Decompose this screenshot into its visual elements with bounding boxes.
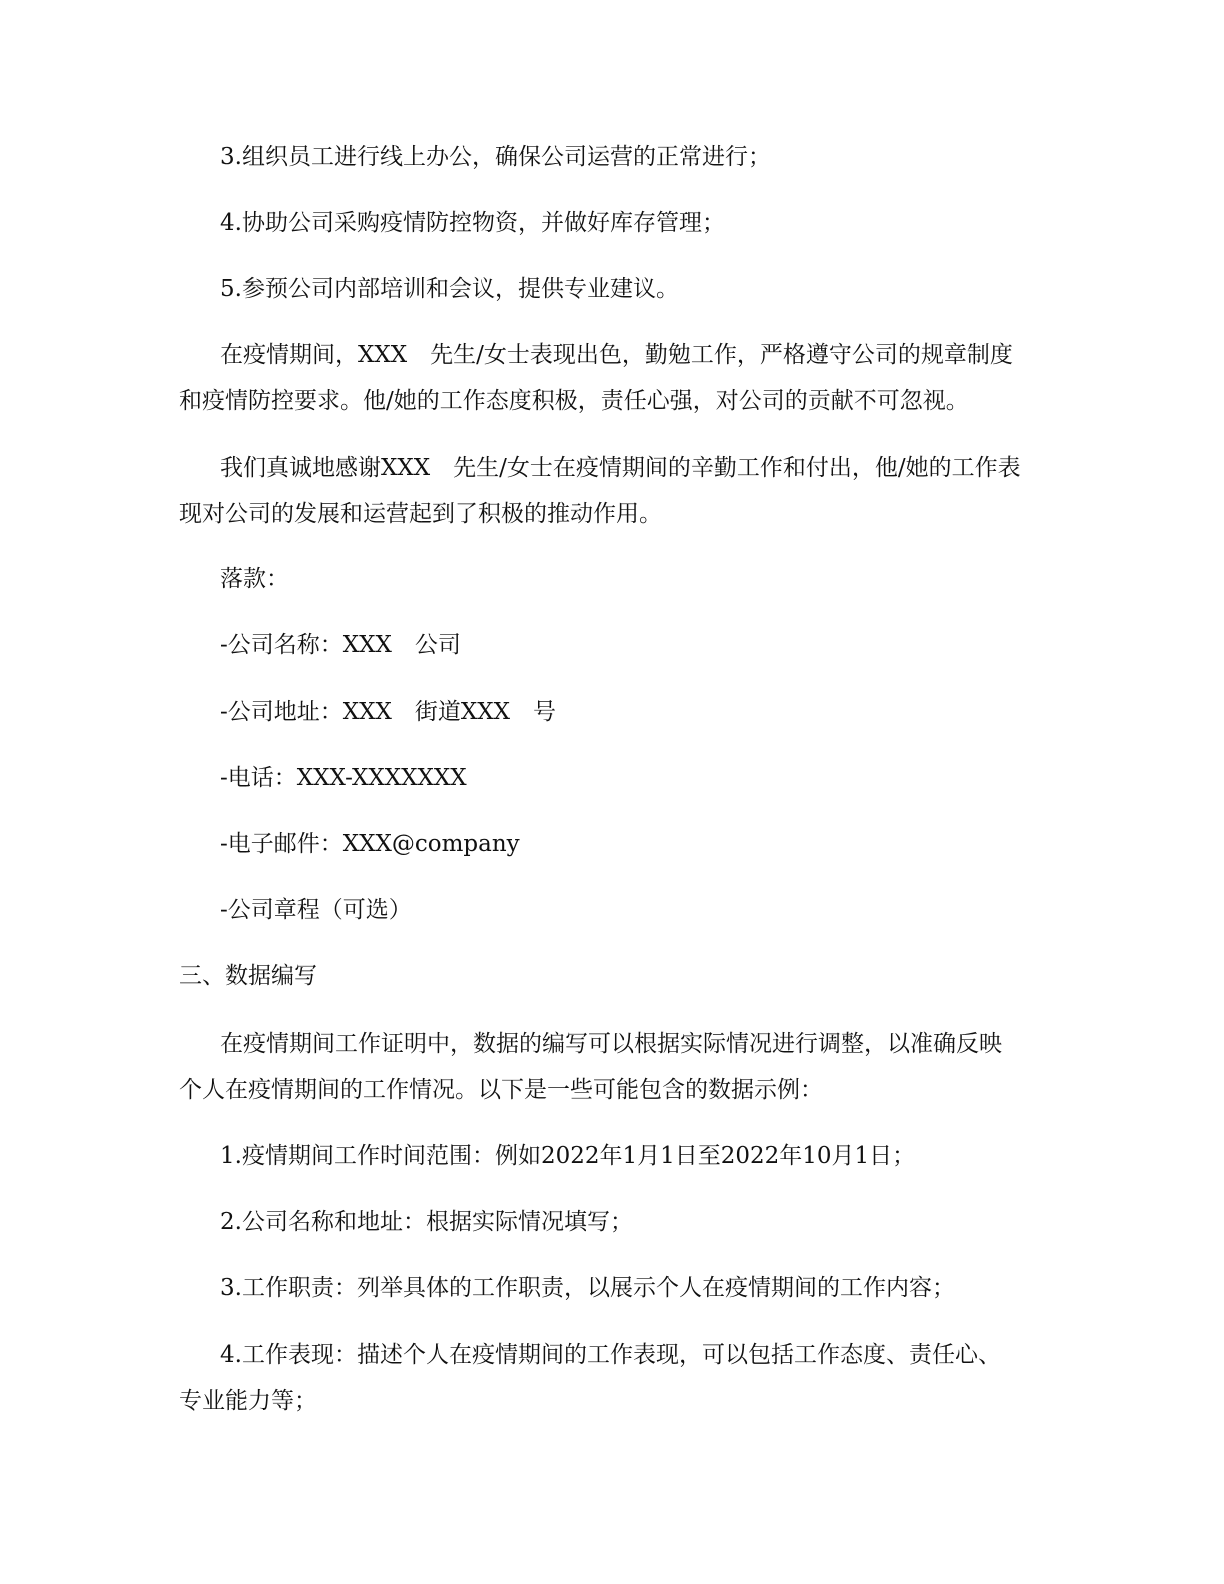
signature-phone: -电话：XXX-XXXXXXX [220, 765, 467, 791]
paragraph-data-intro-line-2: 个人在疫情期间的工作情况。以下是一些可能包含的数据示例： [179, 1077, 823, 1103]
section-heading-data-writing: 三、数据编写 [179, 963, 317, 989]
paragraph-thanks-line-2: 现对公司的发展和运营起到了积极的推动作用。 [179, 501, 662, 527]
signature-company-name: -公司名称：XXX 公司 [220, 632, 461, 658]
data-item-4-performance-line-1: 4.工作表现：描述个人在疫情期间的工作表现，可以包括工作态度、责任心、 [220, 1342, 1001, 1368]
paragraph-performance-line-2: 和疫情防控要求。他/她的工作态度积极，责任心强，对公司的贡献不可忽视。 [179, 388, 969, 414]
paragraph-data-intro-line-1: 在疫情期间工作证明中，数据的编写可以根据实际情况进行调整，以准确反映 [220, 1031, 1002, 1057]
data-item-3-duties: 3.工作职责：列举具体的工作职责，以展示个人在疫情期间的工作内容； [220, 1275, 955, 1301]
list-item-3-online-office: 3.组织员工进行线上办公，确保公司运营的正常进行； [220, 144, 771, 170]
data-item-1-time-range: 1.疫情期间工作时间范围：例如2022年1月1日至2022年10月1日； [220, 1143, 916, 1169]
signature-email: -电子邮件：XXX@company [220, 831, 520, 857]
signature-heading: 落款： [220, 566, 289, 592]
list-item-5-training: 5.参预公司内部培训和会议，提供专业建议。 [220, 276, 679, 302]
paragraph-performance-line-1: 在疫情期间，XXX 先生/女士表现出色，勤勉工作，严格遵守公司的规章制度 [220, 342, 1013, 368]
paragraph-thanks-line-1: 我们真诚地感谢XXX 先生/女士在疫情期间的辛勤工作和付出，他/她的工作表 [220, 455, 1021, 481]
data-item-4-performance-line-2: 专业能力等； [179, 1388, 317, 1414]
signature-company-address: -公司地址：XXX 街道XXX 号 [220, 699, 557, 725]
signature-company-charter: -公司章程（可选） [220, 897, 412, 923]
data-item-2-company: 2.公司名称和地址：根据实际情况填写； [220, 1209, 633, 1235]
list-item-4-procurement: 4.协助公司采购疫情防控物资，并做好库存管理； [220, 210, 725, 236]
